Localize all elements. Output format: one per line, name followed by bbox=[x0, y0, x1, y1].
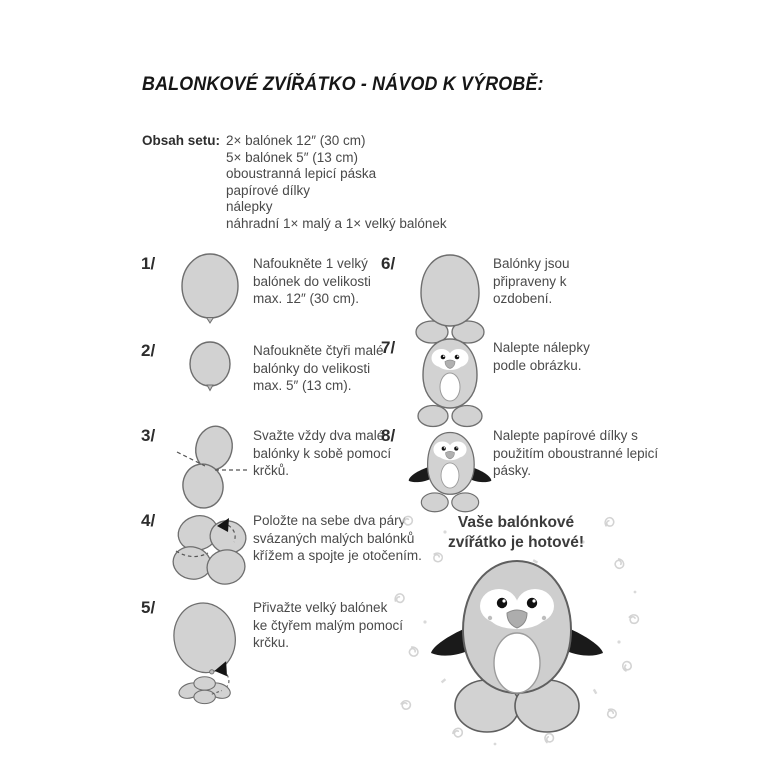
small-balloon-icon bbox=[167, 339, 253, 397]
step-6 bbox=[381, 252, 597, 344]
step-text: Nalepte papírové dílky s použitím oboustranné lepicí pásky. bbox=[493, 428, 659, 478]
step-number: 8/ bbox=[381, 426, 396, 445]
step-3 bbox=[141, 424, 395, 510]
big-balloon-on-cluster-icon bbox=[167, 596, 253, 710]
step-number: 2/ bbox=[141, 341, 156, 360]
finale-heading bbox=[398, 513, 634, 553]
penguin-balloon-base-icon bbox=[407, 252, 493, 344]
four-balloon-cluster-icon bbox=[167, 509, 253, 597]
step-number: 4/ bbox=[141, 511, 156, 530]
kit-contents-label: Obsah setu: bbox=[142, 133, 221, 148]
step-7 bbox=[381, 336, 623, 428]
large-balloon-icon bbox=[167, 252, 253, 330]
step-5 bbox=[141, 596, 405, 710]
step-text: Položte na sebe dva páry svázaných malých balónků křížem a spojte je otočením. bbox=[253, 513, 422, 563]
step-2 bbox=[141, 339, 393, 397]
step-text: Balónky jsou připraveny k ozdobení. bbox=[493, 256, 570, 306]
kit-contents bbox=[142, 133, 447, 232]
two-balloons-tied-icon bbox=[167, 424, 253, 510]
kit-contents-item: 2× balónek 12″ (30 cm) bbox=[226, 133, 366, 148]
finished-penguin-illustration bbox=[415, 551, 619, 741]
step-number: 6/ bbox=[381, 254, 396, 273]
kit-contents-item: nálepky bbox=[226, 199, 273, 214]
step-text: Nalepte nálepky podle obrázku. bbox=[493, 340, 590, 373]
finale-heading-line2: zvířátko je hotové! bbox=[447, 534, 585, 551]
step-number: 1/ bbox=[141, 254, 156, 273]
page-title: BALONKOVÉ ZVÍŘÁTKO - NÁVOD K VÝROBĚ: bbox=[142, 74, 544, 95]
step-number: 5/ bbox=[141, 598, 156, 617]
finale-heading-line1: Vaše balónkové bbox=[457, 514, 575, 531]
kit-contents-item: 5× balónek 5″ (13 cm) bbox=[226, 149, 358, 165]
kit-contents-item: papírové dílky bbox=[226, 182, 311, 198]
kit-contents-item: oboustranná lepicí páska bbox=[226, 166, 377, 181]
kit-contents-item: náhradní 1× malý a 1× velký balónek bbox=[226, 215, 447, 231]
step-text: Nafoukněte 1 velký balónek do velikosti max. 12″ (30 cm). bbox=[253, 256, 371, 306]
step-1 bbox=[141, 252, 393, 330]
penguin-with-stickers-icon bbox=[407, 336, 493, 428]
step-text: Přivažte velký balónek ke čtyřem malým pomocí krčku. bbox=[253, 600, 404, 650]
step-text: Nafoukněte čtyři malé balónky do velikosti max. 5″ (13 cm). bbox=[253, 343, 384, 393]
step-number: 7/ bbox=[381, 338, 396, 357]
step-number: 3/ bbox=[141, 426, 156, 445]
step-text: Svažte vždy dva malé balónky k sobě pomocí krčků. bbox=[253, 428, 392, 478]
kit-contents-list bbox=[226, 133, 447, 232]
